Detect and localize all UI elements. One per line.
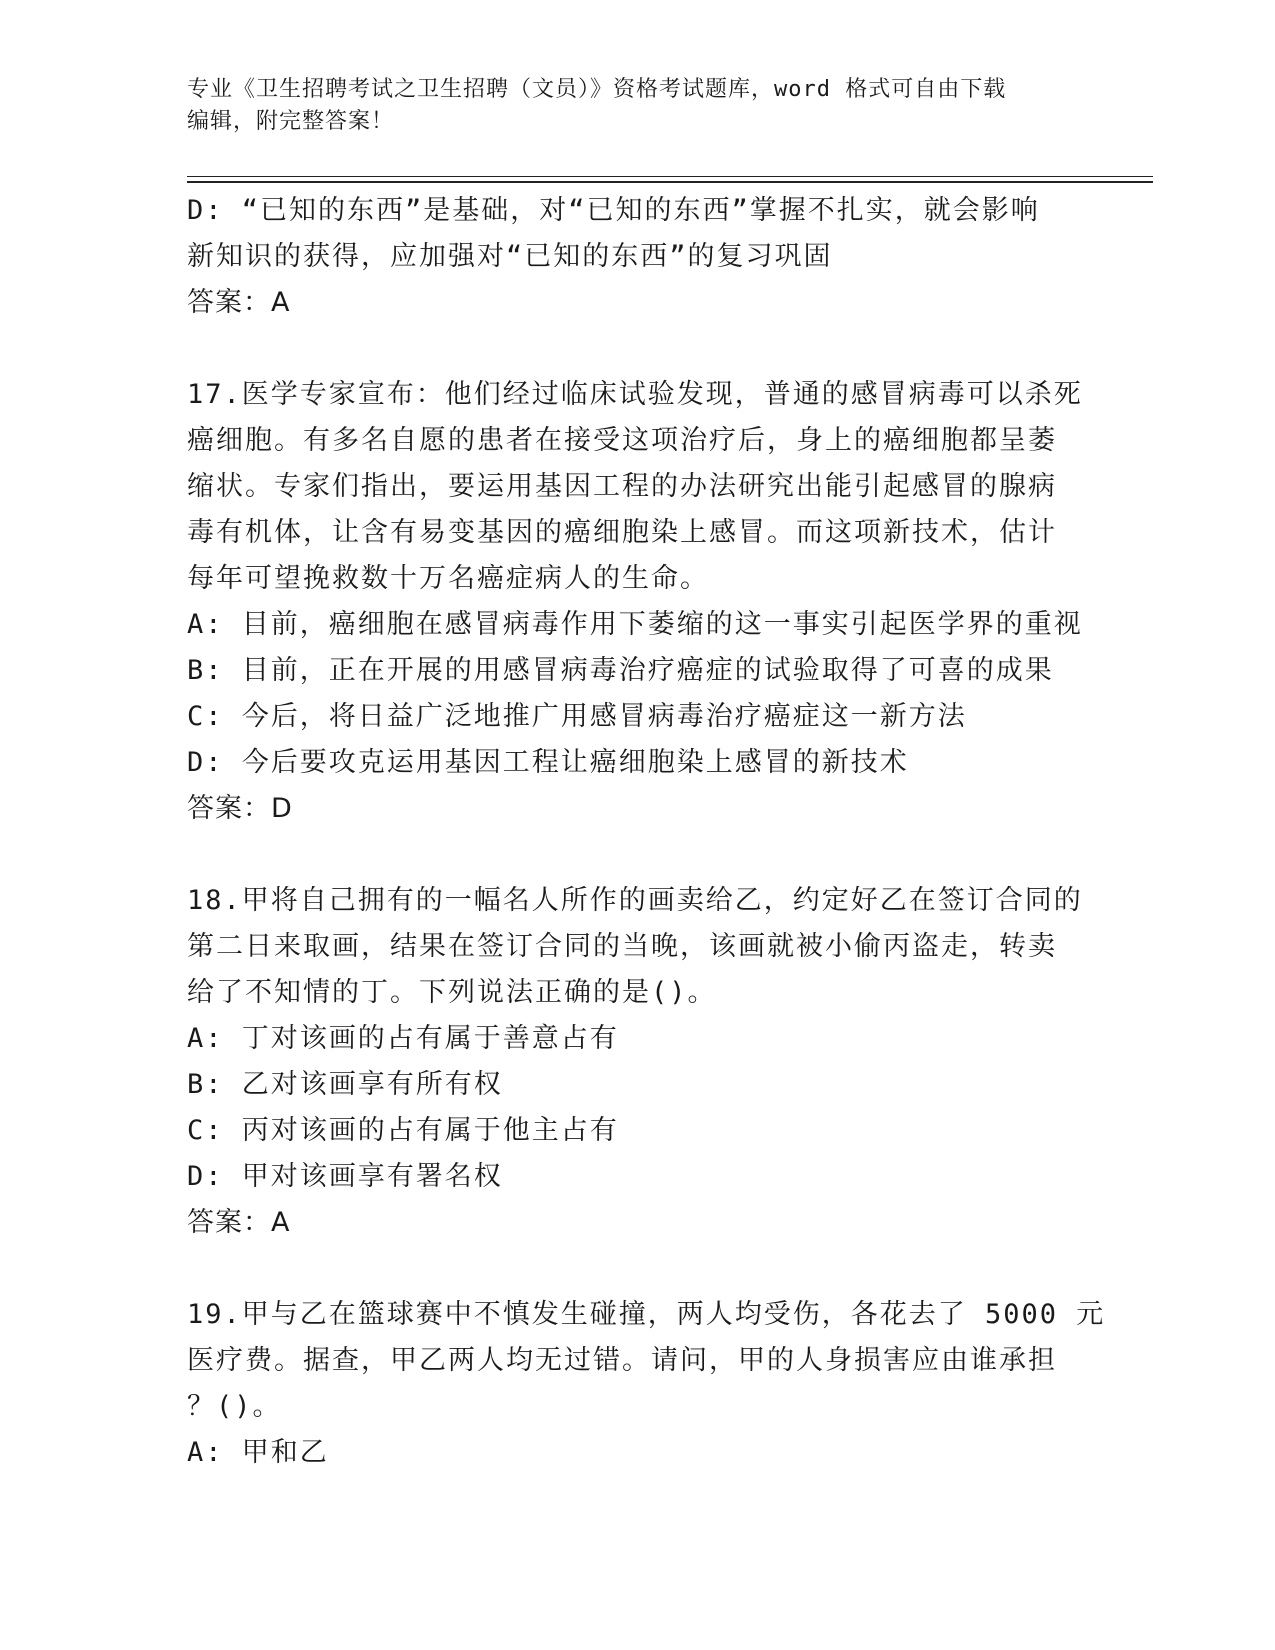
header-line-1: 专业《卫生招聘考试之卫生招聘（文员）》资格考试题库，word 格式可自由下载: [187, 77, 1007, 102]
question-19: [187, 1292, 1106, 1476]
question-stem-line: 缩状。专家们指出，要运用基因工程的办法研究出能引起感冒的腺病: [187, 471, 1057, 502]
option-d: D: 今后要攻克运用基因工程让癌细胞染上感冒的新技术: [187, 747, 909, 778]
option-d-line: 新知识的获得，应加强对“已知的东西”的复习巩固: [187, 241, 833, 272]
question-stem-line: 18.甲将自己拥有的一幅名人所作的画卖给乙，约定好乙在签订合同的: [187, 885, 1083, 916]
question-stem-line: 每年可望挽救数十万名癌症病人的生命。: [187, 563, 709, 594]
question-stem-line: 癌细胞。有多名自愿的患者在接受这项治疗后，身上的癌细胞都呈萎: [187, 425, 1057, 456]
option-b: B: 乙对该画享有所有权: [187, 1069, 503, 1100]
question-17: [187, 372, 1087, 832]
option-d-line: D: “已知的东西”是基础，对“已知的东西”掌握不扎实，就会影响: [187, 195, 1040, 226]
header-line-2: 编辑，附完整答案！: [187, 109, 395, 134]
question-stem-line: 19.甲与乙在篮球赛中不慎发生碰撞，两人均受伤，各花去了 5000 元: [187, 1299, 1106, 1330]
question-stem-line: 毒有机体，让含有易变基因的癌细胞染上感冒。而这项新技术，估计: [187, 517, 1057, 548]
question-stem-line: 给了不知情的丁。下列说法正确的是()。: [187, 977, 717, 1008]
answer-line: 答案：A: [187, 1207, 291, 1238]
document-header: [187, 74, 1087, 138]
question-16-tail: [187, 188, 1087, 326]
question-stem-line: ？()。: [187, 1391, 282, 1422]
option-a: A: 甲和乙: [187, 1437, 329, 1468]
answer-line: 答案：A: [187, 287, 291, 318]
question-stem-line: 17.医学专家宣布：他们经过临床试验发现，普通的感冒病毒可以杀死: [187, 379, 1083, 410]
header-divider-thin: [187, 176, 1153, 177]
question-stem-line: 医疗费。据查，甲乙两人均无过错。请问，甲的人身损害应由谁承担: [187, 1345, 1057, 1376]
question-stem-line: 第二日来取画，结果在签订合同的当晚，该画就被小偷丙盗走，转卖: [187, 931, 1057, 962]
option-a: A: 丁对该画的占有属于善意占有: [187, 1023, 619, 1054]
option-d: D: 甲对该画享有署名权: [187, 1161, 503, 1192]
question-18: [187, 878, 1087, 1246]
answer-line: 答案：D: [187, 793, 293, 824]
option-a: A: 目前，癌细胞在感冒病毒作用下萎缩的这一事实引起医学界的重视: [187, 609, 1083, 640]
option-c: C: 今后，将日益广泛地推广用感冒病毒治疗癌症这一新方法: [187, 701, 967, 732]
document-body: [187, 188, 1106, 1476]
header-divider-thick: [187, 181, 1153, 183]
option-c: C: 丙对该画的占有属于他主占有: [187, 1115, 619, 1146]
option-b: B: 目前，正在开展的用感冒病毒治疗癌症的试验取得了可喜的成果: [187, 655, 1054, 686]
